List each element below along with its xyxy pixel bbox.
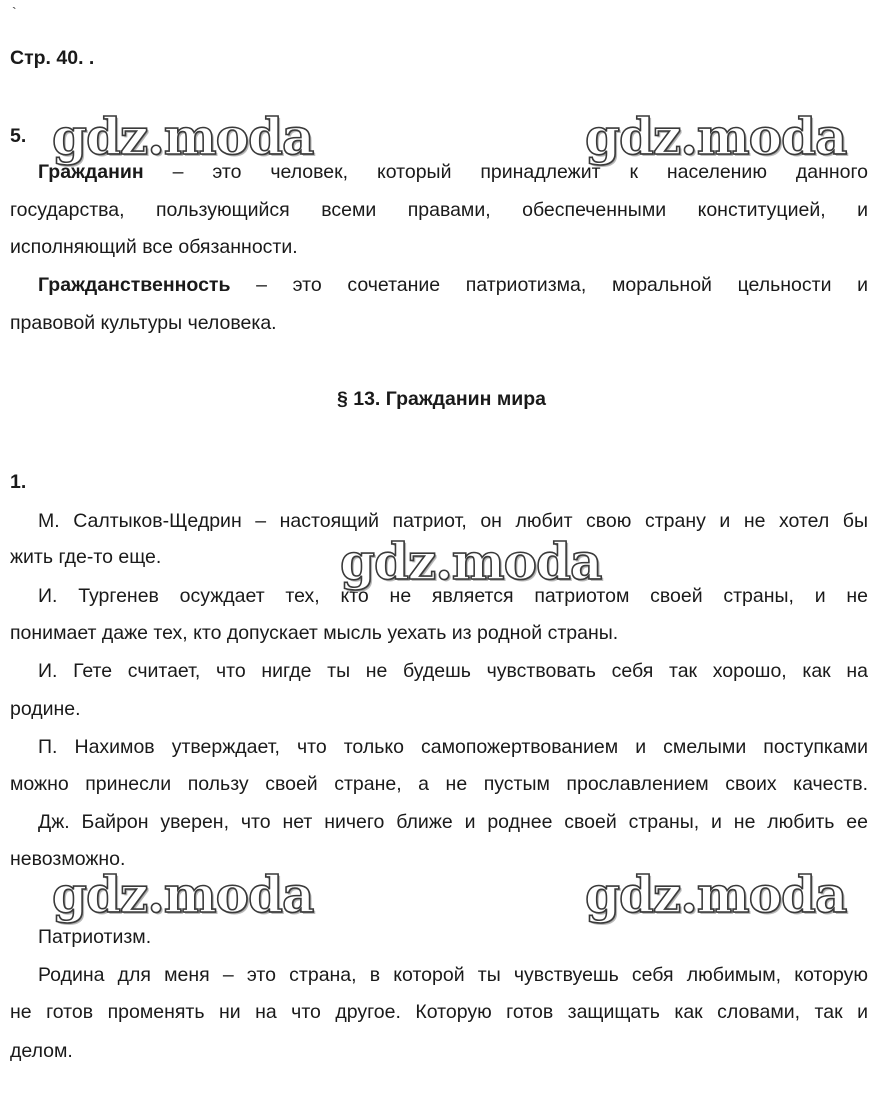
- definition-citizen-line-2: государства, пользующийся всеми правами, обеспеченными конституцией, и: [10, 199, 868, 221]
- term-citizenship: Гражданственность: [38, 274, 231, 296]
- watermark-logo: gdz.moda: [340, 532, 602, 591]
- section-title: § 13. Гражданин мира: [336, 388, 547, 410]
- text-line: И. Тургенев осуждает тех, кто не является патриотом своей страны, и не: [38, 585, 868, 607]
- watermark-logo: gdz.moda: [52, 107, 314, 166]
- text-line: понимает даже тех, кто допускает мысль уехать из родной страны.: [10, 622, 619, 644]
- text-line: родине.: [10, 698, 81, 720]
- text-line: Родина для меня – это страна, в которой ты чувствуешь себя любимым, которую: [38, 964, 868, 986]
- definition-text: – это человек, который принадлежит к населению данного: [172, 161, 868, 183]
- text-line: И. Гете считает, что нигде ты не будешь чувствовать себя так хорошо, как на: [38, 660, 868, 682]
- watermark-logo: gdz.moda: [585, 865, 847, 924]
- scan-mark: `: [12, 4, 17, 20]
- watermark-logo: gdz.moda: [52, 865, 314, 924]
- term-citizen: Гражданин: [38, 161, 144, 183]
- text-line: делом.: [10, 1040, 73, 1062]
- definition-citizen-line-3: исполняющий все обязанности.: [10, 236, 298, 258]
- text-line: Дж. Байрон уверен, что нет ничего ближе и роднее своей страны, и не любить ее: [38, 811, 868, 833]
- watermark-logo: gdz.moda: [585, 107, 847, 166]
- definition-citizenship-line-2: правовой культуры человека.: [10, 312, 277, 334]
- task-1-number: 1.: [10, 471, 27, 493]
- text-line: Патриотизм.: [38, 926, 152, 948]
- text-line: можно принесли пользу своей стране, а не пустым прославлением своих качеств.: [10, 773, 868, 795]
- text-line: не готов променять ни на что другое. Которую готов защищать как словами, так и: [10, 1001, 868, 1023]
- task-5-number: 5.: [10, 125, 27, 147]
- text-line: П. Нахимов утверждает, что только самопожертвованием и смелыми поступками: [38, 736, 868, 758]
- definition-citizenship-line-1: [38, 273, 868, 297]
- page-header: Стр. 40. .: [10, 47, 95, 69]
- definition-text: – это сочетание патриотизма, моральной цельности и: [256, 274, 868, 296]
- text-line: жить где-то еще.: [10, 546, 162, 568]
- text-line: невозможно.: [10, 848, 126, 870]
- text-line: М. Салтыков-Щедрин – настоящий патриот, он любит свою страну и не хотел бы: [38, 510, 868, 532]
